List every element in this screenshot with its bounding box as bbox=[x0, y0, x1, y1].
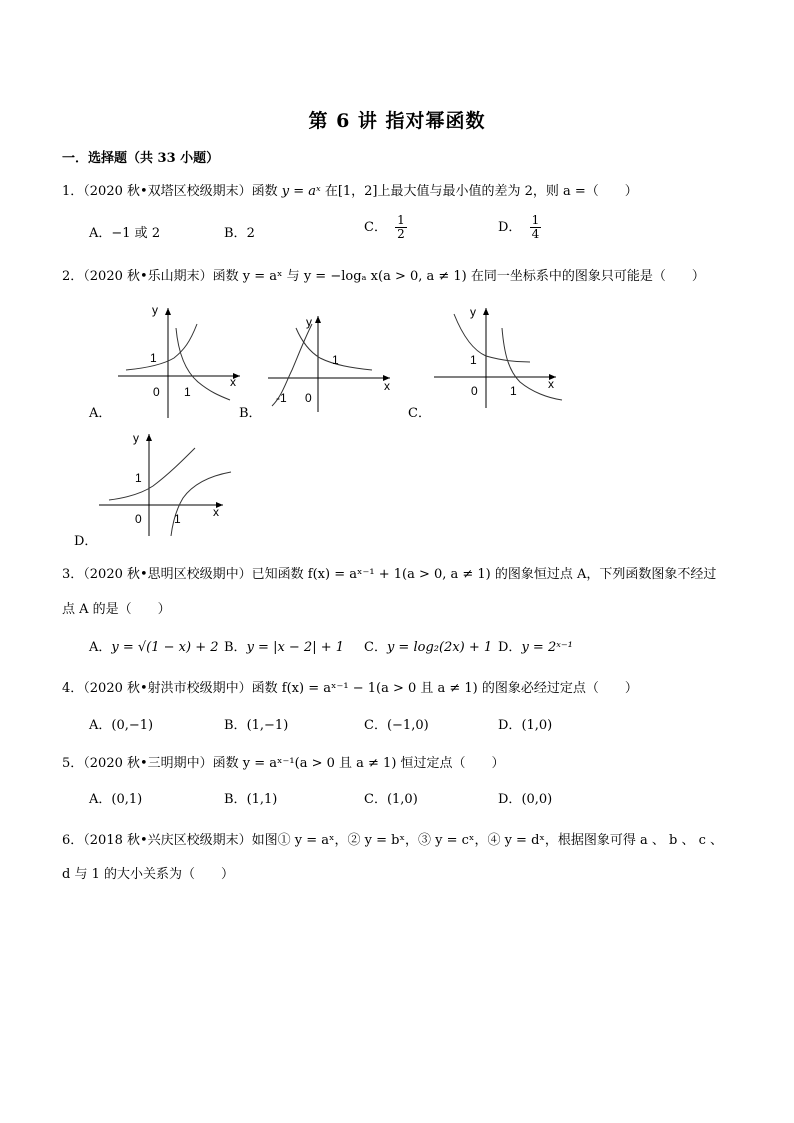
q1-option-a[interactable]: A．−1 或 2 bbox=[89, 226, 161, 241]
tick-label: 1 bbox=[510, 384, 517, 398]
y-label: y bbox=[470, 305, 476, 319]
tick-label: 1 bbox=[174, 512, 181, 526]
y-axis-arrow bbox=[146, 434, 152, 441]
q3-option-d[interactable]: D．y = 2ˣ⁻¹ bbox=[498, 640, 573, 655]
y-axis-arrow bbox=[165, 308, 171, 315]
log-curve bbox=[171, 472, 231, 536]
y-label: y bbox=[133, 431, 139, 445]
x-label: x bbox=[548, 377, 554, 391]
y-label: y bbox=[306, 315, 312, 329]
tick-label: 1 bbox=[184, 385, 191, 399]
question-6-line-1: 6．（2018 秋•兴庆区校级期末）如图① y = aˣ，② y = bˣ，③ y = cˣ，④ y = dˣ，根据图象可得 a 、 b 、 c 、 bbox=[62, 833, 724, 848]
question-1-prefix: 1．（2020 秋•双塔区校级期末）函数 bbox=[62, 184, 278, 199]
y-axis-arrow bbox=[315, 316, 321, 323]
y-axis-arrow bbox=[483, 308, 489, 315]
q2-option-a-label[interactable]: A． bbox=[89, 406, 112, 421]
q3-option-c[interactable]: C．y = log₂(2x) + 1 bbox=[364, 640, 493, 655]
question-5: 5．（2020 秋•三明期中）函数 y = aˣ⁻¹(a > 0 且 a ≠ 1) 恒过定点（ ） bbox=[62, 756, 505, 771]
origin-label: 0 bbox=[305, 391, 312, 405]
x-label: x bbox=[230, 375, 236, 389]
q4-option-b[interactable]: B．(1,−1) bbox=[224, 718, 289, 733]
q5-option-b[interactable]: B．(1,1) bbox=[224, 792, 278, 807]
q2-option-d-label[interactable]: D． bbox=[74, 534, 98, 549]
question-2: 2．（2020 秋•乐山期末）函数 y = aˣ 与 y = −logₐ x(a > 0, a ≠ 1) 在同一坐标系中的图象只可能是（ ） bbox=[62, 269, 705, 284]
q4-option-d[interactable]: D．(1,0) bbox=[498, 718, 553, 733]
q2-option-b-label[interactable]: B． bbox=[239, 406, 262, 421]
q1-option-b[interactable]: B．2 bbox=[224, 226, 255, 241]
fraction: $\frac{1}{2}$ bbox=[397, 213, 405, 241]
q3-option-a[interactable]: A．y = √(1 − x) + 2 bbox=[89, 640, 219, 655]
page-title: 第 6 讲 指对幂函数 bbox=[308, 110, 486, 132]
question-1-expr: y = aˣ bbox=[281, 184, 321, 199]
q4-option-a[interactable]: A．(0,−1) bbox=[89, 718, 154, 733]
exp-curve bbox=[454, 314, 530, 362]
origin-label: 0 bbox=[135, 512, 142, 526]
question-4: 4．（2020 秋•射洪市校级期中）函数 f(x) = aˣ⁻¹ − 1(a > 0 且 a ≠ 1) 的图象必经过定点（ ） bbox=[62, 681, 638, 696]
q5-option-d[interactable]: D．(0,0) bbox=[498, 792, 553, 807]
tick-label: 1 bbox=[470, 353, 477, 367]
question-1-suffix: 在[1，2]上最大值与最小值的差为 2，则 a =（ ） bbox=[324, 184, 638, 199]
x-label: x bbox=[384, 379, 390, 393]
exp-curve bbox=[109, 448, 195, 500]
fraction: $\frac{1}{4}$ bbox=[531, 213, 540, 241]
q2-option-c-label[interactable]: C． bbox=[408, 406, 431, 421]
graph-d bbox=[95, 428, 235, 538]
q4-option-c[interactable]: C．(−1,0) bbox=[364, 718, 429, 733]
q5-option-a[interactable]: A．(0,1) bbox=[89, 792, 143, 807]
exp-curve bbox=[126, 324, 197, 370]
graph-b bbox=[262, 310, 397, 415]
tick-label: -1 bbox=[276, 391, 287, 405]
q5-option-c[interactable]: C．(1,0) bbox=[364, 792, 418, 807]
tick-label: 1 bbox=[135, 471, 142, 485]
q1-option-c[interactable]: C． $\frac{1}{2}$ bbox=[364, 213, 405, 241]
y-label: y bbox=[152, 303, 158, 317]
section-heading: 一．选择题（共 33 小题） bbox=[62, 151, 220, 166]
question-6-line-2: d 与 1 的大小关系为（ ） bbox=[62, 867, 234, 882]
graph-a bbox=[112, 300, 247, 420]
question-3-line-1: 3．（2020 秋•思明区校级期中）已知函数 f(x) = aˣ⁻¹ + 1(a > 0, a ≠ 1) 的图象恒过点 A，下列函数图象不经过 bbox=[62, 567, 717, 582]
x-label: x bbox=[213, 505, 219, 519]
question-3-line-2: 点 A 的是（ ） bbox=[62, 602, 171, 617]
q3-option-b[interactable]: B．y = |x − 2| + 1 bbox=[224, 640, 345, 655]
origin-label: 0 bbox=[153, 385, 160, 399]
graph-c bbox=[430, 300, 565, 410]
question-1 bbox=[62, 182, 638, 202]
tick-label: 1 bbox=[150, 351, 157, 365]
q1-option-d[interactable]: D． $\frac{1}{4}$ bbox=[498, 213, 540, 241]
tick-label: 1 bbox=[332, 353, 339, 367]
origin-label: 0 bbox=[471, 384, 478, 398]
